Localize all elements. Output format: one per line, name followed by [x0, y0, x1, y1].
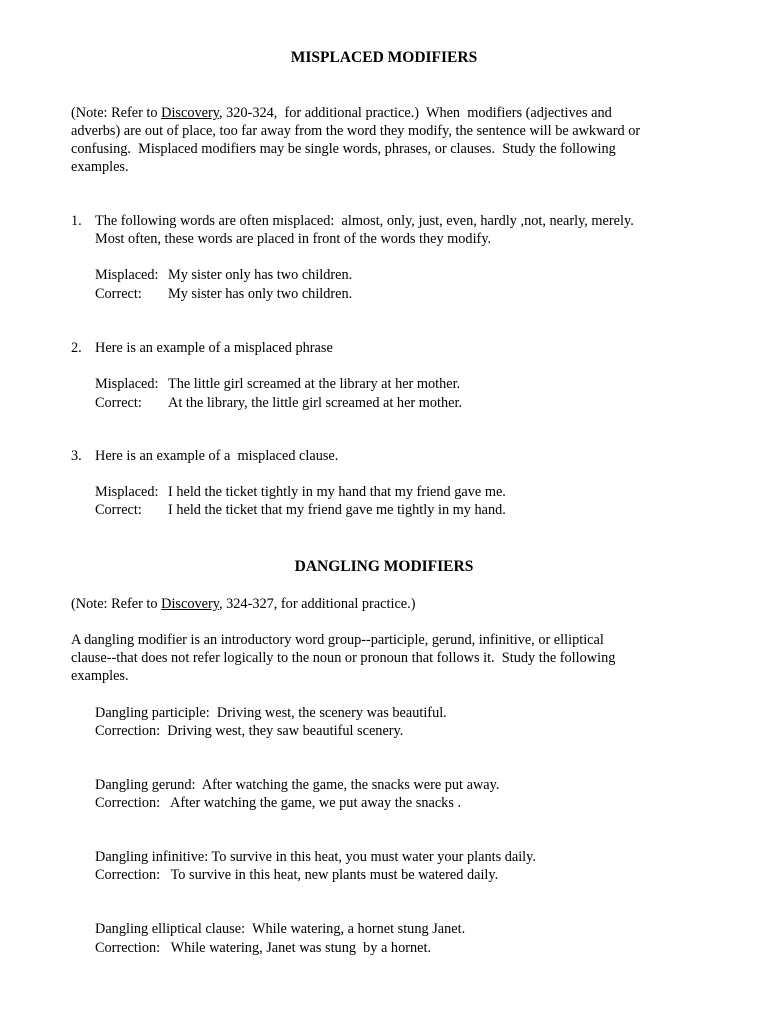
misplaced-intro-line: adverbs) are out of place, too far away from the word they modify, the sentence will be awkward or	[71, 123, 641, 139]
item1-line1: The following words are often misplaced: almost, only, just, even, hardly ,not, nearly, merely.	[95, 213, 634, 229]
correct-label: Correct:	[95, 395, 142, 411]
correct-example: My sister has only two children.	[168, 286, 353, 302]
discovery-reference: Discovery	[161, 596, 219, 612]
misplaced-intro-line: confusing. Misplaced modifiers may be single words, phrases, or clauses. Study the following	[71, 141, 616, 157]
dangling-correction: Correction: To survive in this heat, new plants must be watered daily.	[95, 867, 499, 883]
misplaced-note: (Note: Refer to Discovery, 320-324, for additional practice.) When modifiers (adjectives and	[71, 105, 612, 121]
discovery-reference: Discovery	[161, 105, 219, 121]
item-number: 1.	[71, 213, 82, 229]
dangling-intro-line: clause--that does not refer logically to the noun or pronoun that follows it. Study the following	[71, 650, 616, 666]
item-number: 3.	[71, 448, 82, 464]
dangling-correction: Correction: While watering, Janet was stung by a hornet.	[95, 940, 432, 956]
misplaced-intro-line: examples.	[71, 159, 129, 175]
dangling-correction: Correction: After watching the game, we put away the snacks .	[95, 795, 462, 811]
misplaced-example: My sister only has two children.	[168, 267, 353, 283]
misplaced-title: MISPLACED MODIFIERS	[290, 49, 478, 66]
correct-example: At the library, the little girl screamed at her mother.	[168, 395, 463, 411]
misplaced-label: Misplaced:	[95, 267, 159, 283]
misplaced-example: The little girl screamed at the library at her mother.	[168, 376, 461, 392]
item1-line2: Most often, these words are placed in front of the words they modify.	[95, 231, 492, 247]
misplaced-label: Misplaced:	[95, 484, 159, 500]
misplaced-label: Misplaced:	[95, 376, 159, 392]
dangling-title: DANGLING MODIFIERS	[294, 558, 474, 575]
item2-line1: Here is an example of a misplaced phrase	[95, 340, 333, 356]
dangling-example: Dangling participle: Driving west, the scenery was beautiful.	[95, 705, 447, 721]
dangling-intro-line: A dangling modifier is an introductory word group--participle, gerund, infinitive, or elliptical	[71, 632, 604, 648]
item-number: 2.	[71, 340, 82, 356]
dangling-intro-line: examples.	[71, 668, 129, 684]
dangling-note: (Note: Refer to Discovery, 324-327, for additional practice.)	[71, 596, 416, 612]
dangling-example: Dangling elliptical clause: While watering, a hornet stung Janet.	[95, 921, 466, 937]
misplaced-example: I held the ticket tightly in my hand that my friend gave me.	[168, 484, 506, 500]
correct-label: Correct:	[95, 286, 142, 302]
correct-label: Correct:	[95, 502, 142, 518]
correct-example: I held the ticket that my friend gave me tightly in my hand.	[168, 502, 506, 518]
dangling-example: Dangling infinitive: To survive in this heat, you must water your plants daily.	[95, 849, 536, 865]
item3-line1: Here is an example of a misplaced clause.	[95, 448, 339, 464]
dangling-correction: Correction: Driving west, they saw beautiful scenery.	[95, 723, 404, 739]
dangling-example: Dangling gerund: After watching the game, the snacks were put away.	[95, 777, 500, 793]
